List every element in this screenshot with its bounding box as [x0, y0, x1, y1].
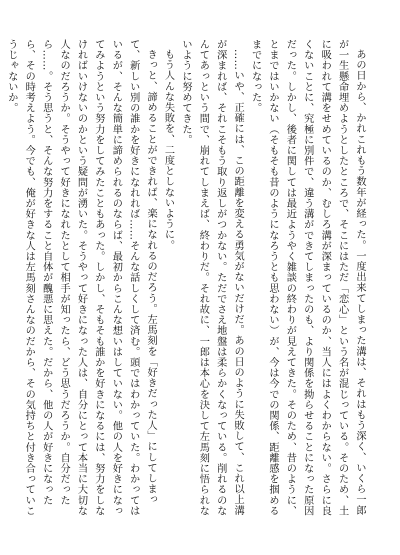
vertical-text-body: [5, 39, 368, 521]
paragraph-2: ……いや、正確には、この距離を変える勇気がないだけだ。あの日のように失敗して、これ以上溝が深まれば、それこそもう取り返しがつかない。ただでさえ地盤は柔らかくなっている。削れるのなんてあっという間で、崩れてしまえば、終わりだ。それ故に、一郎は本心を決して左馬刻に悟られないように努めてきた。: [179, 39, 244, 516]
paragraph-4: きっと、諦めることができれば、楽になれるのだろう。左馬刻を「好きだった人」にしてしまって、新しい別の誰かを好きになれれば……そんな話しくして済む。頭ではわかっていた。わかってはいるが、そんな簡単に諦められるのならば、最初からこんな想いはしていない。他の人を好きになってみようという努力をしてみたこともあった。しかし、そもそも誰かを好きになるには、努力をしなければいけないのかという疑問が湧いた。そうやって好きになった人は、自分にとって本当に大切な人なのだろうか。そうやって好きになれたとして相手が知ったら、どう思うだろうか。自分だったら……。そう思うと、そんな努力をすること自体が醜悪に思えた。だから、他の人が好きになったら、その時考えよう。今でも、俺が好きな人は左馬刻さんなのだから、その気持ちと付き合っていこうじゃないか。: [5, 39, 157, 516]
paragraph-3: もう人んな失敗を、二度としないように。: [162, 49, 174, 251]
paragraph-1: あの日から、かれこれもう数年が経った。一度出来てしまった溝は、それはもう深く、いくら一郎が一生懸命埋めようとしたところで、そこにはただ「恋心」という名が混じっている。そのため、土に吸われて溝をせめているのか、むしろ溝が深まっているのか、当人にはよくわからない。さらに良くないことに、究極に別件で、違う溝ができてしまったのも、より関係を拗らせることになった原因だった。しかし、後者に関しては最近ようやく雑談の終わりが見えてきた。そのため、昔のように、とまではいかない（そもそも昔のようになろうとも思わない）が、今は今での関係、距離感を掴めるまでになった。: [249, 39, 365, 516]
